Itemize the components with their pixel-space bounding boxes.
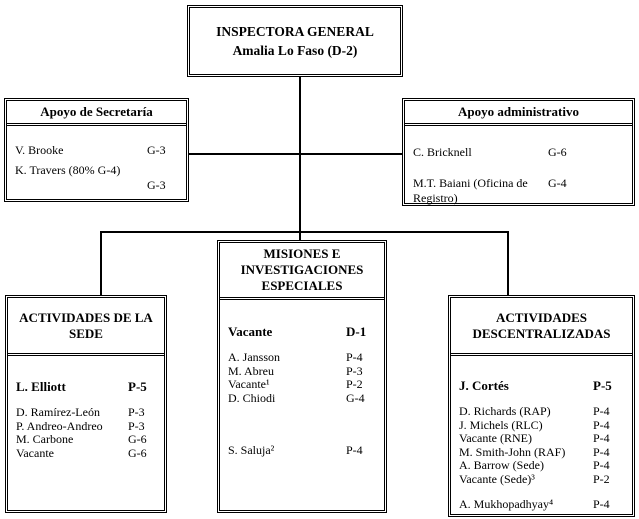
staff-grade: P-3 — [346, 363, 363, 378]
staff-name: M. Smith-John (RAF) — [459, 444, 566, 459]
staff-name: A. Jansson — [228, 350, 281, 364]
staff-name: A. Mukhopadhyay⁴ — [459, 496, 554, 511]
staff-row — [15, 178, 178, 193]
staff-name: M. Abreu — [228, 363, 274, 378]
apoyo-secretaria-box — [4, 98, 189, 202]
staff-grade: P-4 — [593, 496, 610, 511]
connector-support-horizontal — [189, 153, 403, 155]
staff-list — [16, 406, 156, 460]
staff-grade: G-3 — [147, 143, 166, 157]
staff-name — [15, 178, 147, 193]
connector-right-drop — [507, 231, 509, 295]
inspectora-general-box — [187, 5, 403, 77]
staff-name: D. Ramírez-León — [16, 405, 100, 419]
staff-grade: G-4 — [346, 390, 365, 405]
staff-name: D. Richards (RAP) — [459, 404, 551, 418]
staff-grade: P-5 — [128, 379, 147, 394]
staff-name: Vacante (Sede)³ — [459, 471, 535, 486]
staff-name: J. Cortés — [459, 378, 509, 393]
lead-staff-row — [16, 379, 156, 395]
staff-grade: G-3 — [147, 178, 166, 192]
staff-grade: P-3 — [128, 405, 145, 419]
connector-bottom-horizontal — [100, 231, 509, 233]
lead-staff-row — [228, 324, 376, 340]
staff-name: Vacante — [228, 324, 273, 339]
staff-row — [228, 392, 376, 406]
staff-name: A. Barrow (Sede) — [459, 458, 544, 473]
apoyo-administrativo-box — [402, 98, 635, 206]
staff-row — [459, 446, 624, 460]
staff-row — [16, 447, 156, 461]
staff-row — [228, 444, 376, 458]
staff-name: L. Elliott — [16, 379, 66, 394]
apoyo-administrativo-body — [405, 126, 632, 206]
staff-name: Vacante (RNE) — [459, 431, 532, 446]
staff-grade: G-6 — [128, 432, 147, 447]
staff-row — [459, 432, 624, 446]
staff-row — [459, 405, 624, 419]
inspectora-general-title: INSPECTORA GENERAL — [216, 24, 374, 39]
staff-list — [228, 351, 376, 458]
staff-grade: G-6 — [128, 445, 147, 460]
staff-grade: G-4 — [548, 176, 567, 190]
staff-row — [228, 378, 376, 392]
actividades-descentralizadas-box — [448, 295, 635, 517]
actividades-descentralizadas-header: ACTIVIDADES DESCENTRALIZADAS — [451, 298, 632, 356]
staff-row — [459, 459, 624, 473]
actividades-descentralizadas-body — [451, 356, 632, 511]
staff-row — [413, 176, 624, 206]
staff-list — [459, 405, 624, 511]
staff-grade: P-4 — [593, 404, 610, 418]
staff-row — [228, 365, 376, 379]
staff-grade: P-4 — [593, 458, 610, 473]
staff-name: S. Saluja² — [228, 443, 275, 458]
staff-row — [15, 143, 178, 158]
staff-row — [16, 406, 156, 420]
apoyo-secretaria-body — [7, 126, 186, 193]
lead-staff-row — [459, 378, 624, 394]
staff-row — [459, 498, 624, 512]
staff-grade: P-2 — [346, 377, 363, 392]
staff-grade: D-1 — [346, 324, 367, 339]
staff-name: C. Bricknell — [413, 145, 472, 159]
staff-name: K. Travers (80% G-4) — [15, 163, 121, 177]
actividades-sede-header: ACTIVIDADES DE LA SEDE — [8, 298, 164, 356]
staff-row — [15, 163, 178, 178]
actividades-sede-box — [5, 295, 167, 513]
staff-name: D. Chiodi — [228, 390, 276, 405]
staff-row — [16, 433, 156, 447]
staff-grade: P-4 — [346, 443, 363, 458]
apoyo-administrativo-header: Apoyo administrativo — [405, 101, 632, 126]
staff-grade: P-5 — [593, 378, 612, 393]
misiones-investigaciones-body — [220, 300, 384, 458]
staff-grade: P-2 — [593, 471, 610, 486]
staff-row — [459, 419, 624, 433]
connector-left-drop — [100, 231, 102, 295]
connector-top-vertical — [299, 77, 301, 233]
staff-grade: G-6 — [548, 145, 567, 159]
actividades-sede-body — [8, 356, 164, 460]
staff-name: Vacante¹ — [228, 377, 270, 392]
staff-grade: P-4 — [346, 350, 363, 364]
apoyo-secretaria-header: Apoyo de Secretaría — [7, 101, 186, 126]
inspectora-general-name: Amalia Lo Faso (D-2) — [232, 43, 358, 58]
staff-grade: P-4 — [593, 431, 610, 446]
staff-name: Vacante — [16, 445, 54, 460]
staff-grade: P-4 — [593, 444, 610, 459]
staff-name: M. Carbone — [16, 432, 74, 447]
misiones-investigaciones-box — [217, 240, 387, 513]
staff-name: J. Michels (RLC) — [459, 417, 543, 432]
staff-name: V. Brooke — [15, 143, 64, 157]
staff-name: M.T. Baiani (Oficina de Registro) — [413, 176, 528, 205]
staff-row — [459, 473, 624, 487]
staff-grade: P-3 — [128, 418, 145, 433]
misiones-investigaciones-header: MISIONES E INVESTIGACIONES ESPECIALES — [220, 243, 384, 300]
staff-row — [228, 351, 376, 365]
staff-row — [413, 145, 624, 160]
staff-row — [16, 420, 156, 434]
staff-grade: P-4 — [593, 417, 610, 432]
staff-name: P. Andreo-Andreo — [16, 418, 103, 433]
